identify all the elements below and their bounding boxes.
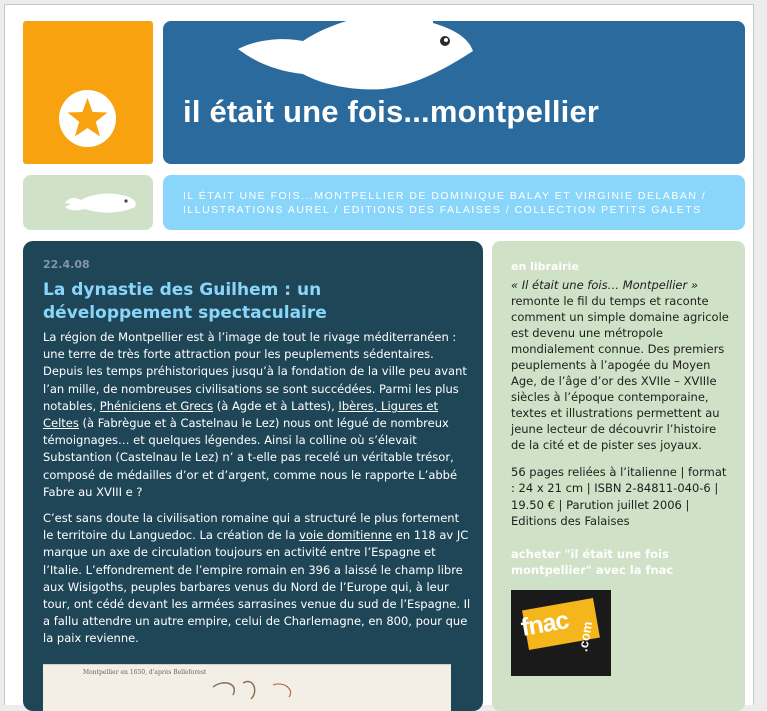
scrollbar[interactable] xyxy=(757,0,767,688)
book-summary xyxy=(511,277,733,453)
buy-fnac-link[interactable]: acheter "il était une fois montpellier" avec la fnac xyxy=(511,547,674,577)
sidebar-heading: en librairie xyxy=(511,260,579,273)
post-title[interactable]: La dynastie des Guilhem : un développement spectaculaire xyxy=(43,280,327,323)
link-iberes-ligures-celtes[interactable]: Ibères, Ligures et Celtes xyxy=(43,398,439,431)
map-caption: Montpellier en 1650, d'après Belleforest xyxy=(83,669,207,676)
text-segment: La région de Montpellier est à l’image de tout le rivage méditerranéen : une terre de très forte attraction pour les peuplements sédentaires. Depuis les temps préhistoriques jusqu’à la fondation de la ville peu avant l’an mille, de nombreuses civilisations se sont succédées. Parmi les plus notables, xyxy=(43,330,467,413)
post-paragraph xyxy=(43,510,471,648)
logo-block xyxy=(23,21,153,164)
sketch-icon xyxy=(43,665,451,711)
site-header xyxy=(163,21,745,164)
fish-illustration-icon xyxy=(233,21,483,99)
page xyxy=(4,4,754,705)
site-description: IL ÉTAIT UNE FOIS...MONTPELLIER DE DOMINIQUE BALAY ET VIRGINIE DELABAN / ILLUSTRATIONS AUREL / EDITIONS DES FALAISES / COLLECTION PETITS GALETS xyxy=(183,190,707,216)
link-pheniciens-grecs[interactable]: Phéniciens et Grecs xyxy=(99,398,214,413)
text-segment: (à Fabrègue et à Castelnau le Lez) nous ont légué de nombreux témoignages… et quelques légendes. Ainsi la colline où s’élevait Substantion (Castelnau le Lez) n’ a t-elle pas recelé un véritable trésor, composé de médailles d’or et d’argent, comme nous le rapporte L’abbé Fabre au XVIII e ? xyxy=(43,416,458,499)
site-description-box xyxy=(163,175,745,230)
fish-block xyxy=(23,175,153,230)
post-paragraph xyxy=(43,329,471,501)
fnac-logo-com: .com xyxy=(575,620,596,653)
main-content xyxy=(23,241,483,711)
text-segment: C’est sans doute la civilisation romaine qui a structuré le plus fortement le territoire du Languedoc. La création de la xyxy=(43,511,460,543)
site-title[interactable]: il était une fois...montpellier xyxy=(183,94,600,129)
small-fish-icon xyxy=(63,189,138,217)
book-specs: 56 pages reliées à l’italienne | format : 24 x 21 cm | ISBN 2-84811-040-6 | 19.50 € | Parution juillet 2006 | Editions des Falaises xyxy=(511,465,727,528)
star-icon xyxy=(59,90,116,147)
fnac-logo[interactable] xyxy=(511,590,611,676)
book-summary-text: remonte le fil du temps et raconte comment un simple domaine agricole est devenu une métropole mondialement connue. Des premiers peuplements à l’apogée du Moyen Age, de l’âge d’or des XVIIe – XVIIIe siècles à l’époque contemporaine, textes et illustrations permettent au jeune lecteur de découvrir l’histoire de la cité et de pister ses joyaux. xyxy=(511,294,729,452)
post-date: 22.4.08 xyxy=(43,258,90,271)
post-body xyxy=(43,329,471,657)
sidebar xyxy=(492,241,745,711)
text-segment: (à Agde et à Lattes), xyxy=(213,398,339,413)
text-segment: en 118 av JC marque un axe de circulation toujours en activité entre l’Espagne et l’Italie. L’effondrement de l’empire romain en 396 a laissé le champ libre aux Wisigoths, peuples barbares venus du Nord de l’Europe qui, à leur tour, ont cédé devant les armées sarrasines venue du sud de l’Espagne. Il a fallu attendre un autre empire, celui de Charlemagne, en 800, pour que la paix revienne. xyxy=(43,528,471,646)
fnac-logo-text: fnac xyxy=(518,606,571,642)
link-voie-domitienne[interactable]: voie domitienne xyxy=(299,528,393,543)
book-title-quote: « Il était une fois… Montpellier » xyxy=(511,278,698,292)
